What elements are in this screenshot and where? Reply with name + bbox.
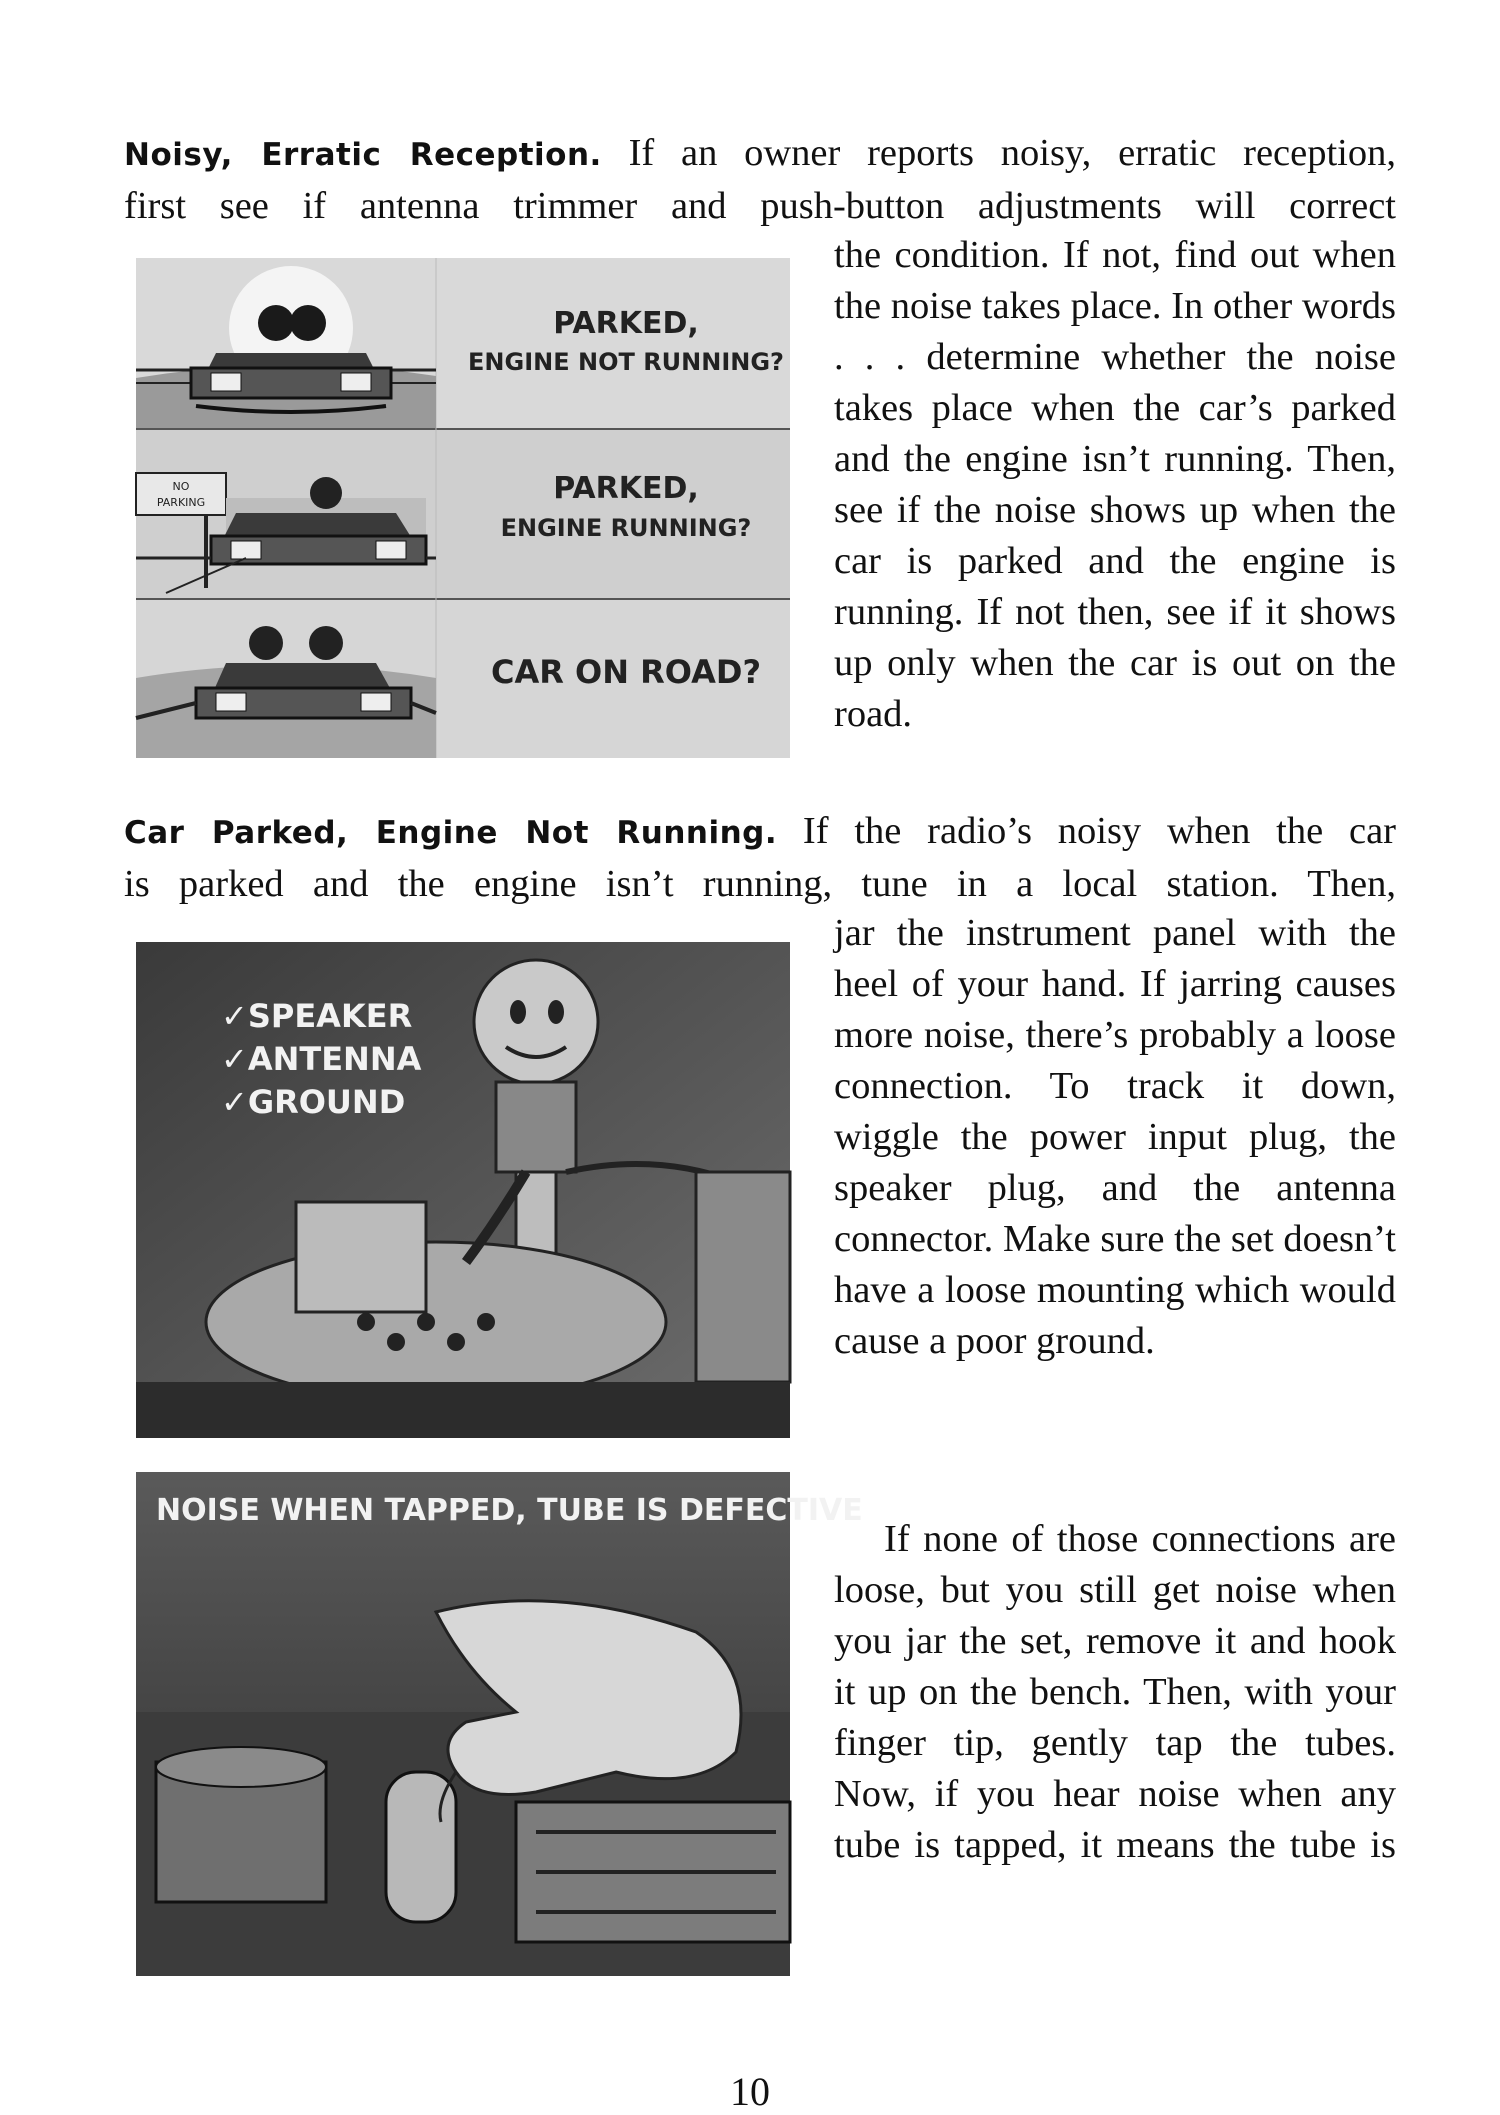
tube-tap-photo: [136, 1472, 863, 1976]
speaker-shape: [206, 1242, 666, 1402]
tube-caption: NOISE WHEN TAPPED, TUBE IS DEFECTIVE: [156, 1493, 863, 1528]
section1-side-text: the condition. If not, find out when the noise takes place. In other words . . . determine whether the noise takes place when the car’s parked and the engine isn’t running. Then, see if the noise shows up when the car is parked and the engine is running. If not then, see if it shows up only when the car is out on the road.: [834, 234, 1396, 735]
section2-side-text: jar the instrument panel with the heel of your hand. If jarring causes more noise, there’s probably a loose connection. To track it down, wiggle the power input plug, the speaker plug, and the antenna connector. Make sure the set doesn’t have a loose mounting which would cause a poor ground.: [834, 912, 1396, 1362]
section1-heading: Noisy, Erratic Reception.: [124, 137, 602, 173]
section1-intro: [124, 128, 1396, 232]
figure-connection-check: [136, 942, 790, 1438]
section1-intro-line2: first see if antenna trimmer and push-button adjustments will correct: [124, 185, 1396, 227]
checklist-speaker: ✓SPEAKER: [221, 997, 413, 1035]
connection-check-photo: [136, 942, 790, 1438]
panel1-label-line1: PARKED,: [553, 306, 699, 341]
section1-intro-line1: If an owner reports noisy, erratic reception,: [601, 132, 1396, 174]
panel2-label-line2: ENGINE RUNNING?: [500, 514, 752, 542]
page-number: 10: [730, 2069, 770, 2114]
section2-intro: [124, 806, 1396, 910]
section2-heading: Car Parked, Engine Not Running.: [124, 815, 778, 851]
panel1-label-line2: ENGINE NOT RUNNING?: [468, 348, 784, 376]
section2-intro-line1: If the radio’s noisy when the car: [777, 810, 1396, 852]
sign-text-1: NO: [172, 480, 190, 493]
sign-text-2: PARKING: [156, 496, 206, 509]
section3-text: If none of those connections are loose, but you still get noise when you jar the set, remove it and hook it up on the bench. Then, with your finger tip, gently tap the tubes. Now, if you hear noise when any tube is tapped, it means the tube is: [834, 1518, 1396, 1866]
panel3-label: CAR ON ROAD?: [490, 653, 762, 691]
panel2-label-line1: PARKED,: [553, 471, 699, 506]
mascot-head: [474, 960, 598, 1084]
section2-intro-line2: is parked and the engine isn’t running, tune in a local station. Then,: [124, 863, 1396, 905]
figure-tube-tap: [136, 1472, 863, 1976]
car-scenarios-illustration: [136, 258, 790, 758]
figure-car-scenarios: [136, 258, 790, 758]
checklist-antenna: ✓ANTENNA: [221, 1040, 422, 1078]
checklist-ground: ✓GROUND: [221, 1083, 406, 1121]
